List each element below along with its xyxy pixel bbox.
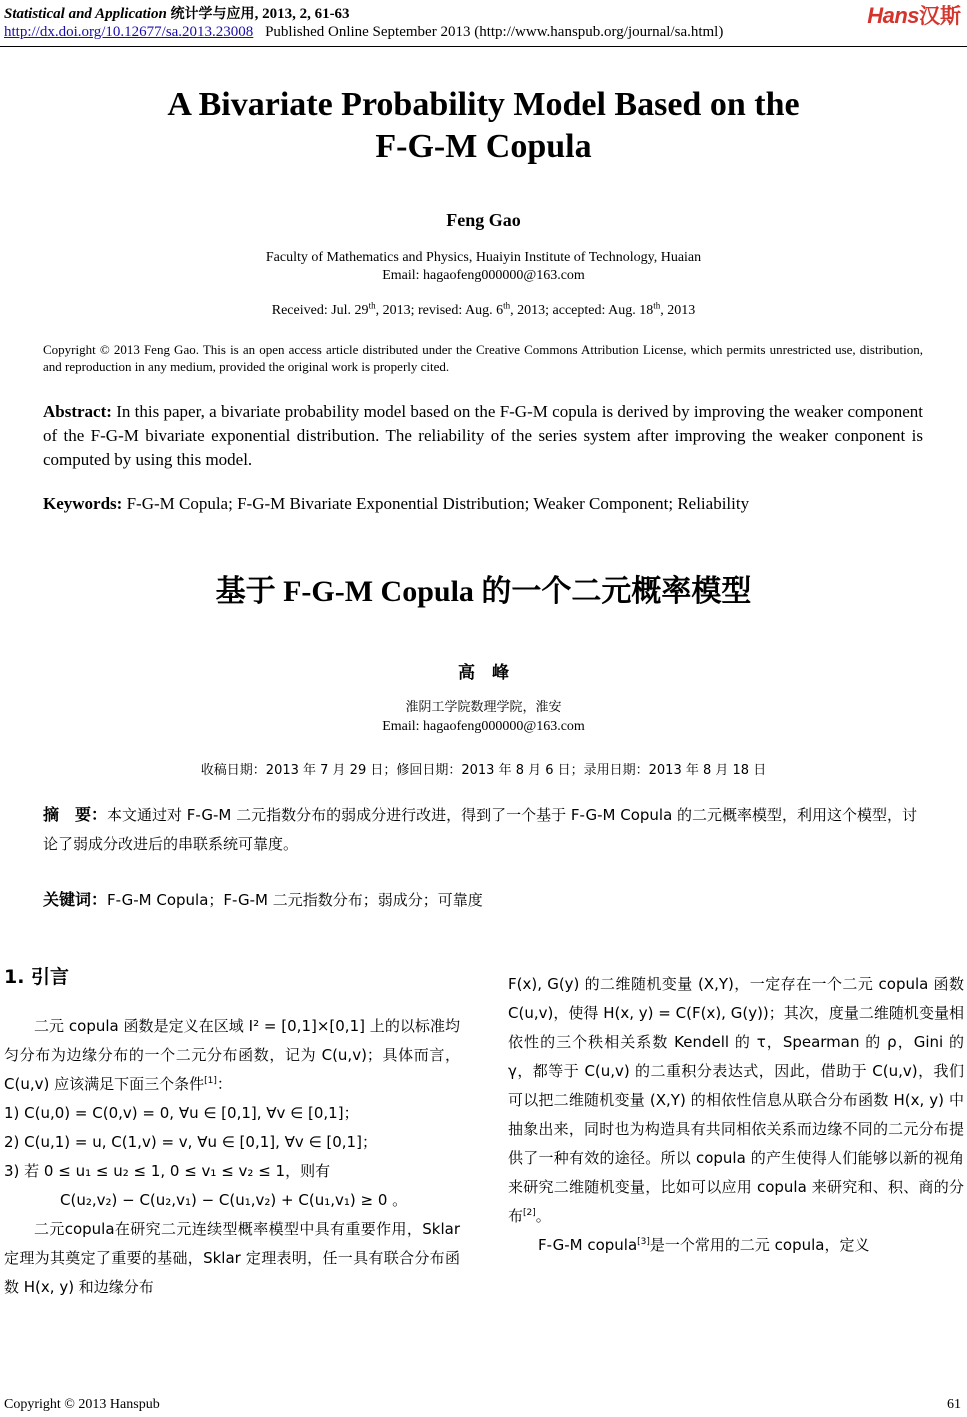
email-cn: Email: hagaofeng000000@163.com (382, 719, 585, 734)
hans-logo (867, 0, 961, 30)
paragraph-sklar: 二元copula在研究二元连续型概率模型中具有重要作用，Sklar 定理为其奠定了重要的基础，Sklar 定理表明，任一具有联合分布函数 H(x, y) 和边缘分布 (4, 1220, 460, 1296)
paragraph-sklar-continued: F(x), G(y) 的二维随机变量 (X,Y)，一定存在一个二元 copula 函数 C(u,v)，使得 H(x, y) = C(F(x), G(y))；其次，度量二维随机变量相依性的三个秩相关系数 Kendell 的 τ，Spearman 的 ρ，Gini 的 γ，都等于 C(u,v) 的二重积分表达式，因此，借助于 C(u,v)，我们可以把二维随机变量 (X,Y) 的相依性信息从联合分布函数 H(x, y) 中抽象出来，同时也为构造具有共同相依关系而边缘不同的二元分布提供了一种有效的途径。所以 copula 的产生使得人们能够以新的视角来研究二维随机变量，比如可以应用 copula 来研究和、积、商的分布[2]。 (508, 975, 964, 1225)
condition-3: 3) 若 0 ≤ u₁ ≤ u₂ ≤ 1, 0 ≤ v₁ ≤ v₂ ≤ 1，则有 (4, 1162, 331, 1180)
keywords-text-en: F-G-M Copula; F-G-M Bivariate Exponential Distribution; Weaker Component; Reliability (122, 494, 750, 513)
left-column (4, 1012, 460, 1302)
reference-1[interactable]: [1] (204, 1076, 217, 1086)
logo-cn: 汉斯 (919, 4, 961, 28)
header-rule (0, 46, 967, 47)
author-cn: 高 峰 (458, 663, 509, 683)
affiliation-en: Faculty of Mathematics and Physics, Huaiyin Institute of Technology, Huaian (265, 250, 702, 265)
reference-3[interactable]: [3] (637, 1237, 650, 1247)
doi-line (4, 24, 723, 41)
paper-title-en (0, 84, 967, 168)
right-column (508, 970, 964, 1260)
published-info: Published Online September 2013 (http://www.hanspub.org/journal/sa.html) (265, 24, 724, 40)
paragraph-fgm: F-G-M copula[3]是一个常用的二元 copula，定义 (538, 1236, 870, 1254)
condition-3-formula: C(u₂,v₂) − C(u₂,v₁) − C(u₁,v₂) + C(u₁,v₁) ≥ 0 。 (60, 1191, 408, 1209)
keywords-cn (43, 887, 923, 910)
received-dates-en: Received: Jul. 29th, 2013; revised: Aug. 6th, 2013; accepted: Aug. 18th, 2013 (271, 300, 696, 318)
keywords-label-en: Keywords: (43, 494, 123, 513)
journal-citation: , 2013, 2, 61-63 (254, 6, 350, 22)
abstract-cn (43, 801, 923, 859)
abstract-text-cn: 本文通过对 F-G-M 二元指数分布的弱成分进行改进，得到了一个基于 F-G-M Copula 的二元概率模型，利用这个模型，讨论了弱成分改进后的串联系统可靠度。 (43, 806, 918, 853)
abstract-label-cn: 摘 要： (43, 805, 108, 824)
journal-header (4, 3, 350, 23)
keywords-text-cn: F-G-M Copula；F-G-M 二元指数分布；弱成分；可靠度 (107, 891, 483, 909)
logo-latin: Hans (867, 3, 919, 28)
title-line-1: A Bivariate Probability Model Based on the (167, 86, 800, 123)
affiliation-cn: 淮阴工学院数理学院，淮安 (405, 700, 562, 715)
affiliation-block-en (0, 249, 967, 285)
footer-copyright: Copyright © 2013 Hanspub (4, 1397, 160, 1412)
email-en: Email: hagaofeng000000@163.com (382, 268, 585, 283)
received-dates-cn: 收稿日期：2013 年 7 月 29 日；修回日期：2013 年 8 月 6 日；录用日期：2013 年 8 月 18 日 (200, 763, 767, 778)
author-en: Feng Gao (446, 210, 521, 230)
abstract-label-en: Abstract: (43, 402, 112, 421)
keywords-en (43, 494, 923, 514)
affiliation-block-cn (0, 698, 967, 736)
condition-2: 2) C(u,1) = u, C(1,v) = v, ∀u ∈ [0,1], ∀v ∈ [0,1]； (4, 1133, 377, 1151)
copyright-notice: Copyright © 2013 Feng Gao. This is an open access article distributed under the Creative Commons Attribution License, which permits unrestricted use, distribution, and reproduction in any medium, provided the original work is properly cited. (43, 342, 923, 374)
paper-title-cn: 基于 F-G-M Copula 的一个二元概率模型 (215, 575, 752, 608)
paragraph-copula-definition: 二元 copula 函数是定义在区域 I² = [0,1]×[0,1] 上的以标准均匀分布为边缘分布的一个二元分布函数，记为 C(u,v)；具体而言，C(u,v) 应该满足下面三个条件[1]： (4, 1017, 460, 1093)
title-line-2: F-G-M Copula (375, 128, 592, 165)
doi-link[interactable]: http://dx.doi.org/10.12677/sa.2013.23008 (4, 24, 254, 40)
section-title: 1. 引言 (4, 966, 70, 988)
keywords-label-cn: 关键词： (43, 890, 108, 909)
journal-name-cn: 统计学与应用 (170, 6, 255, 22)
abstract-en (43, 400, 923, 472)
page-number: 61 (947, 1397, 961, 1412)
reference-2[interactable]: [2] (523, 1208, 536, 1218)
journal-name: Statistical and Application (4, 6, 167, 22)
abstract-text-en: In this paper, a bivariate probability model based on the F-G-M copula is derived by improving the weaker component of the F-G-M bivariate exponential distribution. The reliability of the series system after improving the weaker conponent is computed by using this model. (43, 402, 923, 469)
condition-1: 1) C(u,0) = C(0,v) = 0, ∀u ∈ [0,1], ∀v ∈ [0,1]； (4, 1104, 359, 1122)
